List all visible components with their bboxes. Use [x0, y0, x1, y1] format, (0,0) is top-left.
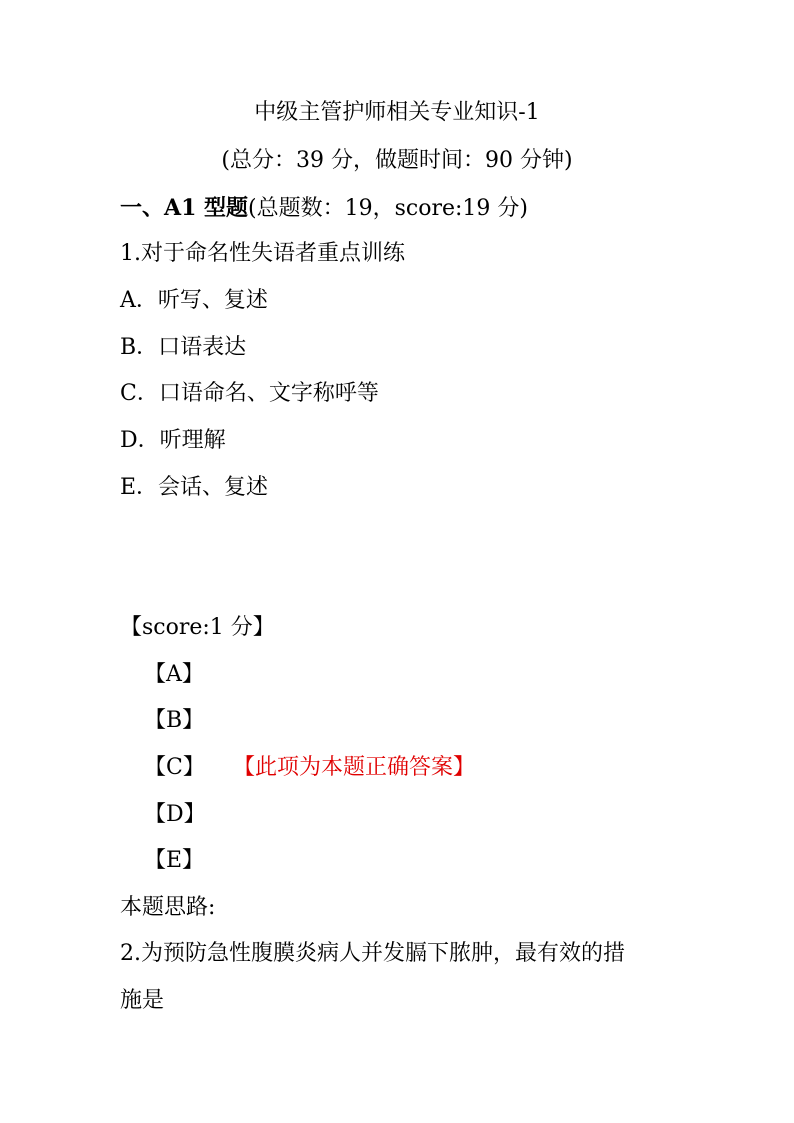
exam-meta: (总分：39 分，做题时间：90 分钟)	[221, 148, 573, 173]
answer-mark-c	[144, 754, 205, 782]
document-title: 中级主管护师相关专业知识-1	[254, 100, 540, 125]
question-1-option-b: B．口语表达	[120, 335, 247, 360]
question-1-option-a: A．听写、复述	[120, 288, 268, 313]
question-1-option-d: D．听理解	[120, 428, 226, 453]
section-info: (总题数：19，score:19 分)	[248, 196, 528, 221]
section-label: 一、A1 型题	[120, 195, 249, 221]
answer-mark-e: 【E】	[144, 848, 205, 873]
correct-answer-note: 【此项为本题正确答案】	[233, 755, 476, 780]
question-2-stem-line-1: 2.为预防急性腹膜炎病人并发膈下脓肿，最有效的措	[120, 941, 625, 966]
answer-mark-b: 【B】	[144, 708, 205, 733]
answer-mark-a: 【A】	[144, 662, 204, 687]
question-2-stem-line-2: 施是	[120, 988, 165, 1013]
question-1-option-e: E．会话、复述	[120, 475, 269, 500]
answer-mark-c-label: 【C】	[144, 755, 205, 780]
question-1-stem: 1.对于命名性失语者重点训练	[120, 241, 405, 266]
section-heading	[120, 194, 528, 223]
analysis-label: 本题思路:	[120, 895, 216, 920]
question-1-option-c: C．口语命名、文字称呼等	[120, 381, 379, 406]
question-1-score: 【score:1 分】	[120, 615, 275, 640]
answer-mark-d: 【D】	[144, 802, 206, 827]
